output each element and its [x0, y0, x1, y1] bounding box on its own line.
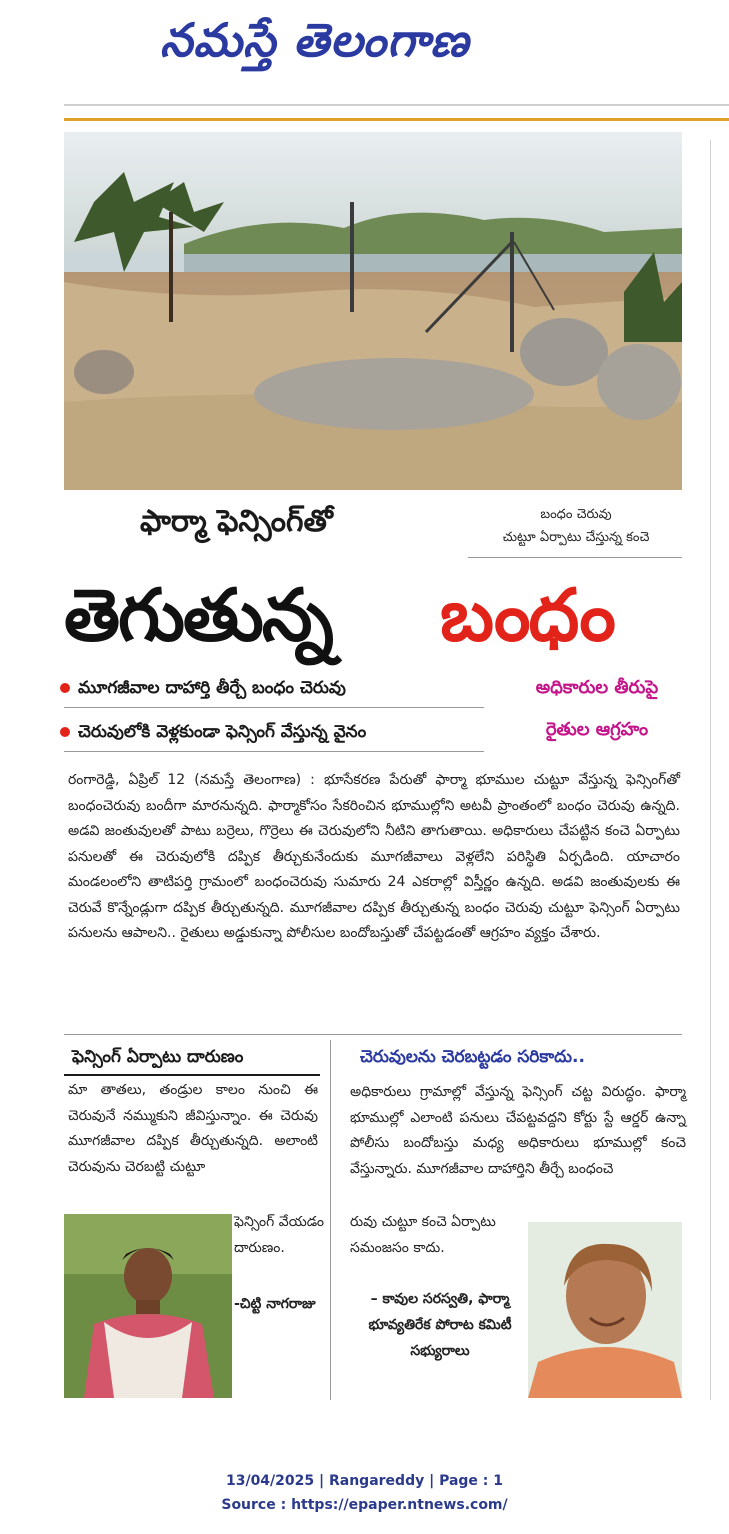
- lake-fence-photo: [64, 132, 682, 490]
- headline-highlight: బంధం: [440, 573, 614, 657]
- sidebar-divider: [330, 1040, 331, 1400]
- photo-caption-line1: బంధం చెరువు: [540, 507, 612, 522]
- headline-main: తెగుతున్న: [64, 573, 332, 657]
- headline-kicker: ఫార్మా ఫెన్సింగ్‌తో: [140, 504, 333, 539]
- masthead-divider: [64, 104, 729, 106]
- bullet-point: [60, 672, 500, 704]
- footer-source-link[interactable]: Source : https://epaper.ntnews.com/: [221, 1497, 508, 1513]
- right-box-title: చెరువులను చెరబట్టడం సరికాదు..: [360, 1047, 585, 1067]
- column-divider-right: [710, 140, 711, 1400]
- caption-divider: [468, 557, 682, 558]
- farmer-portrait-photo: [64, 1214, 232, 1398]
- right-box-quote-cont: రువు చుట్టూ కంచె ఏర్పాటు సమంజసం కాదు.: [350, 1214, 496, 1256]
- bullet-point: [60, 716, 500, 748]
- bullet-dot-icon: [60, 727, 70, 737]
- subhead-line1: అధికారుల తీరుపై: [535, 677, 659, 698]
- subhead-line2: రైతుల ఆగ్రహం: [545, 719, 649, 740]
- article-body: రంగారెడ్డి, ఏప్రిల్ 12 (నమస్తే తెలంగాణ) : భూసేకరణ పేరుతో ఫార్మా భూముల చుట్టూ వేస్తున్న ఫెన్సింగ్‌తో బంధంచెరువు బందీగా మారనున్నది. ఫార్మాకోసం సేకరించిన భూముల్లోని అటవీ ప్రాంతంలో బంధం చెరువు ఉన్నది. అడవి జంతువులతో పాటు బర్రెలు, గొర్రెలు ఈ చెరువులోని నీటిని తాగుతాయి. అధికారులు చేపట్టిన కంచె ఏర్పాటు పనులతో ఈ చెరువులోకి దప్పిక తీర్చుకునేందుకు మూగజీవాలు వెళ్లలేని పరిస్థితి ఏర్పడింది. యాచారం మండలంలోని తాటిపర్తి గ్రామంలో బంధంచెరువు సుమారు 24 ఎకరాల్లో విస్తీర్ణం ఉన్నది. అడవి జంతువులకు ఈ చెరువే కొన్నేండ్లుగా దప్పిక తీర్చుతున్నది. మూగజీవాల దప్పిక తీర్చుతున్న బంధం చెరువు చుట్టూ ఫెన్సింగ్ ఏర్పాటు పనులను ఆపాలని.. రైతులు అడ్డుకున్నా పోలీసుల బందోబస్తుతో చేపట్టడంతో ఆగ్రహం వ్యక్తం చేశారు.: [68, 772, 680, 941]
- photo-caption-line2: చుట్టూ ఏర్పాటు చేస్తున్న కంచె: [502, 530, 650, 545]
- left-box-title: ఫెన్సింగ్ ఏర్పాటు దారుణం: [72, 1047, 244, 1067]
- bullet-text: మూగజీవాల దాహార్తి తీర్చే బంధం చెరువు: [78, 678, 346, 698]
- masthead-gold-rule: [64, 118, 729, 121]
- footer-date-edition: 13/04/2025 | Rangareddy | Page : 1: [225, 1473, 504, 1489]
- section-divider: [64, 1034, 682, 1035]
- left-box-quote-cont: ఫెన్సింగ్ వేయడం దారుణం.: [234, 1214, 324, 1256]
- bullet-divider: [64, 751, 484, 752]
- newspaper-masthead: నమస్తే తెలంగాణ: [160, 13, 470, 67]
- right-box-attribution: – కావుల సరస్వతి, ఫార్మా భూవ్యతిరేక పోరాట కమిటీ సభ్యురాలు: [368, 1291, 512, 1359]
- bullet-text: చెరువులోకి వెళ్లకుండా ఫెన్సింగ్ వేస్తున్న వైనం: [78, 722, 367, 742]
- right-box-quote: అధికారులు గ్రామాల్లో వేస్తున్న ఫెన్సింగ్ చట్ట విరుద్ధం. ఫార్మా భూముల్లో ఎలాంటి పనులు చేపట్టవద్దని కోర్టు స్టే ఆర్డర్ ఉన్నా పోలీసు బందోబస్తు మధ్య అధికారులు భూముల్లో కంచె వేస్తున్నారు. మూగజీవాల దాహార్తిని తీర్చే బంధంచె: [350, 1084, 686, 1177]
- left-box-quote: మా తాతలు, తండ్రుల కాలం నుంచి ఈ చెరువునే నమ్ముకుని జీవిస్తున్నాం. ఈ చెరువు మూగజీవాల దప్పిక తీర్చుతున్నది. అలాంటి చెరువును చెరబట్టి చుట్టూ: [68, 1082, 318, 1175]
- bullet-divider: [64, 707, 484, 708]
- bullet-dot-icon: [60, 683, 70, 693]
- left-box-attribution: -చిట్టి నాగరాజు: [234, 1296, 316, 1312]
- left-box-title-rule: [64, 1074, 320, 1076]
- activist-portrait-photo: [528, 1222, 682, 1398]
